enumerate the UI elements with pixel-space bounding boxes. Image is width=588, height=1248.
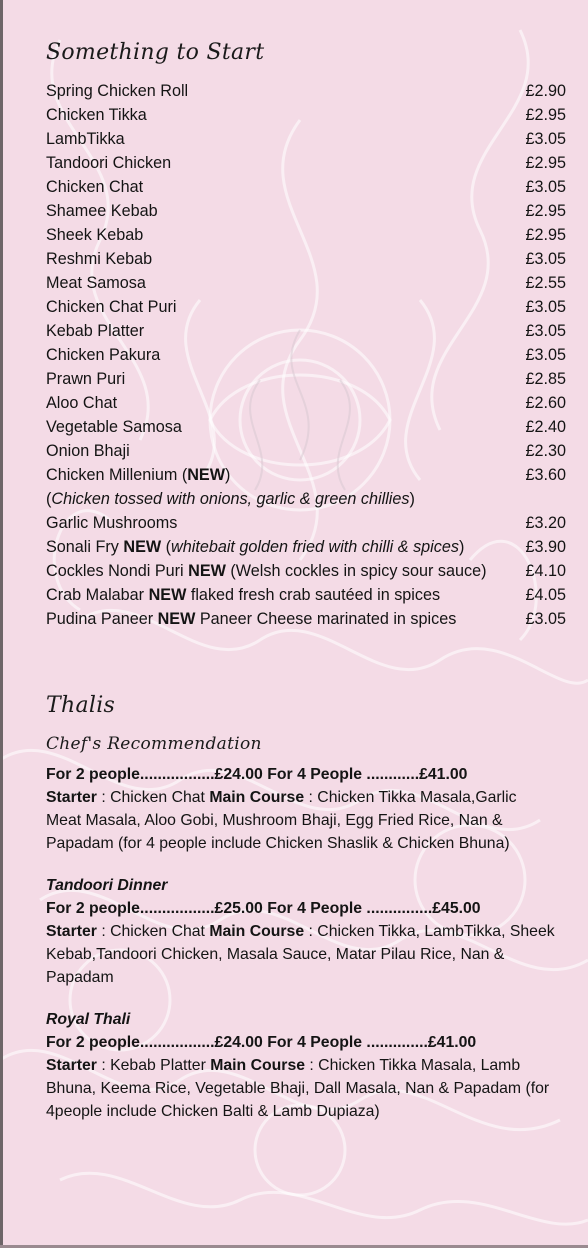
thali-tandoori-dinner (46, 874, 556, 989)
item-name: Garlic Mushrooms (46, 514, 178, 532)
item-name (46, 535, 464, 559)
item-price: £3.05 (525, 346, 566, 364)
main-course-text: : Chicken Tikka, LambTikka, Sheek Kebab,Tandoori Chicken, Masala Sauce, Matar Pilau Rice, Nan & Papadam (46, 923, 555, 986)
item-name: Meat Samosa (46, 274, 146, 292)
thalis-heading: Thalis (46, 693, 116, 718)
main-course-text: : Chicken Tikka Masala, Lamb Bhuna, Keema Rice, Vegetable Bhaji, Dall Masala, Nan & Papadam (for 4people include Chicken Balti & Lamb Dupiaza) (46, 1057, 550, 1120)
note-open: ( (46, 490, 52, 508)
menu-item (46, 415, 566, 439)
item-name (46, 583, 440, 607)
menu-item (46, 127, 566, 151)
new-badge: NEW (157, 610, 196, 628)
item-price: £3.05 (525, 322, 566, 340)
thali-name: Royal Thali (46, 1011, 131, 1028)
item-price: £2.95 (525, 202, 566, 220)
item-description (46, 487, 415, 511)
new-badge: NEW (123, 538, 162, 556)
thali-prices: For 2 people.................£24.00 For 4 People ............£41.00 (46, 766, 468, 783)
item-name: Tandoori Chicken (46, 154, 172, 172)
item-price: £3.05 (525, 130, 566, 148)
item-price: £2.95 (525, 226, 566, 244)
item-name: LambTikka (46, 130, 125, 148)
menu-item (46, 223, 566, 247)
new-badge: NEW (187, 466, 225, 484)
item-name: Shamee Kebab (46, 202, 158, 220)
starters-list (46, 79, 566, 631)
item-name-text: Pudina Paneer (46, 610, 158, 628)
item-name: Kebab Platter (46, 322, 145, 340)
main-course-label: Main Course (210, 1057, 306, 1074)
starter-label: Starter (46, 1057, 97, 1074)
note-text: Chicken tossed with onions, garlic & green chillies (51, 490, 410, 508)
item-name: Spring Chicken Roll (46, 82, 189, 100)
menu-item-cockles (46, 559, 566, 583)
menu-item-sonali (46, 535, 566, 559)
new-badge: NEW (148, 586, 187, 604)
item-price: £3.20 (525, 514, 566, 532)
item-name: Sheek Kebab (46, 226, 144, 244)
menu-item (46, 247, 566, 271)
main-course-text: : Chicken Tikka Masala,Garlic Meat Masala, Aloo Gobi, Mushroom Bhaji, Egg Fried Rice, Nan & Papadam (for 4 people include Chicken Shaslik & Chicken Bhuna) (46, 789, 517, 852)
menu-item-note (46, 487, 566, 511)
menu-item-millenium (46, 463, 566, 487)
item-name: Chicken Tikka (46, 106, 147, 124)
item-price: £3.90 (525, 538, 566, 556)
item-price: £2.95 (525, 154, 566, 172)
menu-item (46, 151, 566, 175)
item-price: £2.95 (525, 106, 566, 124)
starter-text: : Kebab Platter (96, 1057, 211, 1074)
thali-description (46, 920, 556, 989)
item-name: Vegetable Samosa (46, 418, 182, 436)
menu-item (46, 199, 566, 223)
chefs-recommendation-heading: Chef's Recommendation (46, 734, 262, 754)
item-description: flaked fresh crab sautéed in spices (186, 586, 441, 604)
main-course-label: Main Course (209, 923, 305, 940)
item-price: £3.05 (525, 298, 566, 316)
starter-label: Starter (46, 923, 97, 940)
item-price: £4.10 (525, 562, 566, 580)
menu-item (46, 79, 566, 103)
thali-royal (46, 1008, 556, 1123)
item-desc-open: ( (161, 538, 172, 556)
item-desc-close: ) (458, 538, 465, 556)
menu-item (46, 175, 566, 199)
thali-description (46, 1054, 556, 1123)
item-name: Chicken Chat (46, 178, 144, 196)
item-name-text: Cockles Nondi Puri (46, 562, 189, 580)
item-name (46, 463, 230, 487)
item-price: £3.60 (525, 466, 566, 484)
starter-text: : Chicken Chat (96, 923, 210, 940)
thali-name: Tandoori Dinner (46, 877, 168, 894)
starters-heading: Something to Start (46, 40, 265, 65)
thali-prices: For 2 people.................£25.00 For 4 People ...............£45.00 (46, 900, 481, 917)
thali-chefs (46, 763, 556, 855)
main-course-label: Main Course (209, 789, 305, 806)
item-name-text: Chicken Millenium ( (46, 466, 188, 484)
item-price: £3.05 (525, 250, 566, 268)
item-name (46, 559, 487, 583)
scan-edge (0, 0, 3, 1248)
item-description: Paneer Cheese marinated in spices (195, 610, 457, 628)
menu-item (46, 511, 566, 535)
item-name-text: Sonali Fry (46, 538, 124, 556)
menu-item (46, 343, 566, 367)
item-name-text: Crab Malabar (46, 586, 149, 604)
menu-item (46, 319, 566, 343)
item-price: £2.55 (525, 274, 566, 292)
item-description: whitebait golden fried with chilli & spices (171, 538, 459, 556)
item-price: £4.05 (525, 586, 566, 604)
thali-description (46, 786, 556, 855)
item-price: £2.90 (525, 82, 566, 100)
item-price: £3.05 (525, 610, 566, 628)
menu-item-crab (46, 583, 566, 607)
item-price: £2.85 (525, 370, 566, 388)
starter-text: : Chicken Chat (96, 789, 210, 806)
item-name-close: ) (225, 466, 231, 484)
menu-item (46, 271, 566, 295)
item-description: (Welsh cockles in spicy sour sauce) (225, 562, 487, 580)
starter-label: Starter (46, 789, 97, 806)
new-badge: NEW (188, 562, 226, 580)
item-name: Onion Bhaji (46, 442, 130, 460)
menu-item (46, 103, 566, 127)
item-name: Prawn Puri (46, 370, 126, 388)
item-name: Aloo Chat (46, 394, 118, 412)
item-price: £2.40 (525, 418, 566, 436)
item-name (46, 607, 456, 631)
menu-item-pudina (46, 607, 566, 631)
item-name: Reshmi Kebab (46, 250, 153, 268)
menu-item (46, 295, 566, 319)
note-close: ) (409, 490, 415, 508)
item-price: £2.30 (525, 442, 566, 460)
menu-item (46, 391, 566, 415)
menu-item (46, 439, 566, 463)
menu-item (46, 367, 566, 391)
thali-prices: For 2 people.................£24.00 For 4 People ..............£41.00 (46, 1034, 477, 1051)
item-price: £2.60 (525, 394, 566, 412)
item-price: £3.05 (525, 178, 566, 196)
item-name: Chicken Chat Puri (46, 298, 177, 316)
item-name: Chicken Pakura (46, 346, 161, 364)
